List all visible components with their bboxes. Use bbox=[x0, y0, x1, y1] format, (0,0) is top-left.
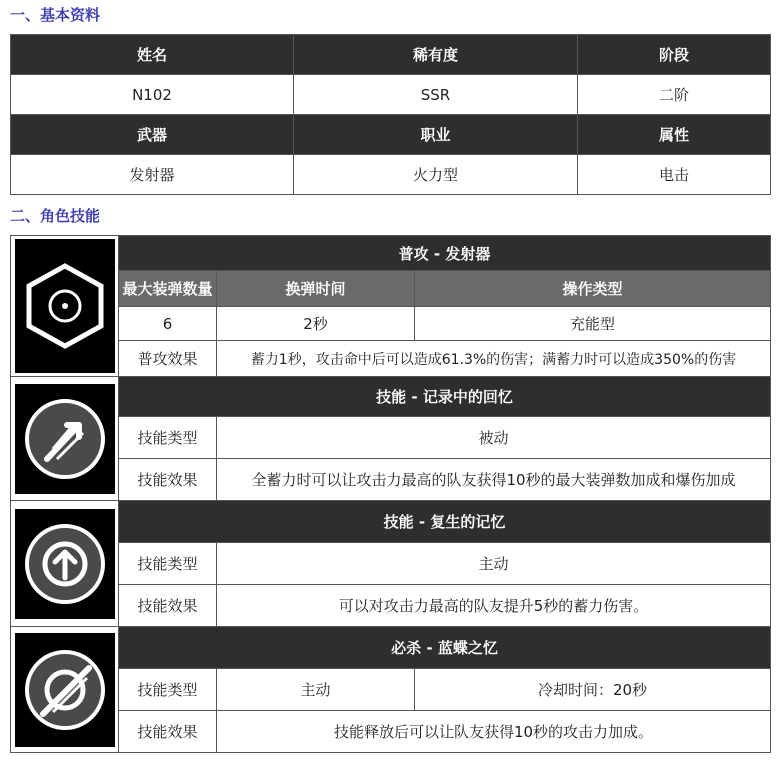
burst-effect: 技能释放后可以让队友获得10秒的攻击力加成。 bbox=[217, 711, 771, 753]
burst-cooldown: 冷却时间：20秒 bbox=[415, 669, 771, 711]
table-row bbox=[11, 585, 771, 627]
value-operation-type: 充能型 bbox=[415, 307, 771, 341]
table-row bbox=[11, 155, 771, 195]
header-weapon: 武器 bbox=[11, 115, 294, 155]
table-row bbox=[11, 307, 771, 341]
skills-table bbox=[10, 235, 771, 753]
skill1-effect-label: 技能效果 bbox=[119, 459, 217, 501]
value-class: 火力型 bbox=[294, 155, 578, 195]
header-element: 属性 bbox=[578, 115, 771, 155]
value-element: 电击 bbox=[578, 155, 771, 195]
table-row bbox=[11, 501, 771, 543]
skill2-effect: 可以对攻击力最高的队友提升5秒的蓄力伤害。 bbox=[217, 585, 771, 627]
value-max-ammo: 6 bbox=[119, 307, 217, 341]
skill1-type: 被动 bbox=[217, 417, 771, 459]
table-row bbox=[11, 341, 771, 377]
header-name: 姓名 bbox=[11, 35, 294, 75]
section-title-skills: 二、角色技能 bbox=[10, 207, 101, 225]
burst-type: 主动 bbox=[217, 669, 415, 711]
skill2-type-label: 技能类型 bbox=[119, 543, 217, 585]
table-row bbox=[11, 377, 771, 417]
burst-title: 必杀 - 蓝蝶之忆 bbox=[119, 627, 771, 669]
skill2-title: 技能 - 复生的记忆 bbox=[119, 501, 771, 543]
table-row bbox=[11, 35, 771, 75]
value-stage: 二阶 bbox=[578, 75, 771, 115]
up-arrow-circle-icon bbox=[15, 509, 115, 619]
arrow-burst-icon bbox=[15, 384, 115, 494]
normal-attack-title: 普攻 - 发射器 bbox=[119, 236, 771, 271]
value-rarity: SSR bbox=[294, 75, 578, 115]
header-reload-time: 换弹时间 bbox=[217, 271, 415, 307]
value-weapon: 发射器 bbox=[11, 155, 294, 195]
header-operation-type: 操作类型 bbox=[415, 271, 771, 307]
value-name: N102 bbox=[11, 75, 294, 115]
skill1-title: 技能 - 记录中的回忆 bbox=[119, 377, 771, 417]
table-row bbox=[11, 627, 771, 669]
table-row bbox=[11, 711, 771, 753]
header-stage: 阶段 bbox=[578, 35, 771, 75]
slashed-circle-icon bbox=[15, 633, 115, 747]
value-reload-time: 2秒 bbox=[217, 307, 415, 341]
table-row bbox=[11, 75, 771, 115]
skill2-effect-label: 技能效果 bbox=[119, 585, 217, 627]
skill2-icon-cell bbox=[11, 501, 119, 627]
skill1-effect: 全蓄力时可以让攻击力最高的队友获得10秒的最大装弹数加成和爆伤加成 bbox=[217, 459, 771, 501]
skill1-type-label: 技能类型 bbox=[119, 417, 217, 459]
table-row bbox=[11, 543, 771, 585]
table-row bbox=[11, 459, 771, 501]
header-class: 职业 bbox=[294, 115, 578, 155]
table-row bbox=[11, 236, 771, 271]
normal-attack-effect: 蓄力1秒，攻击命中后可以造成61.3%的伤害；满蓄力时可以造成350%的伤害 bbox=[217, 341, 771, 377]
skill1-icon-cell bbox=[11, 377, 119, 501]
normal-attack-effect-label: 普攻效果 bbox=[119, 341, 217, 377]
header-max-ammo: 最大装弹数量 bbox=[119, 271, 217, 307]
skill2-type: 主动 bbox=[217, 543, 771, 585]
normal-attack-icon-cell bbox=[11, 236, 119, 377]
table-row bbox=[11, 417, 771, 459]
table-row bbox=[11, 669, 771, 711]
header-rarity: 稀有度 bbox=[294, 35, 578, 75]
section-title-basic-info: 一、基本资料 bbox=[10, 6, 101, 24]
target-hexagon-icon bbox=[15, 239, 115, 373]
burst-effect-label: 技能效果 bbox=[119, 711, 217, 753]
burst-icon-cell bbox=[11, 627, 119, 753]
table-row bbox=[11, 115, 771, 155]
table-row bbox=[11, 271, 771, 307]
burst-type-label: 技能类型 bbox=[119, 669, 217, 711]
basic-info-table bbox=[10, 34, 771, 195]
